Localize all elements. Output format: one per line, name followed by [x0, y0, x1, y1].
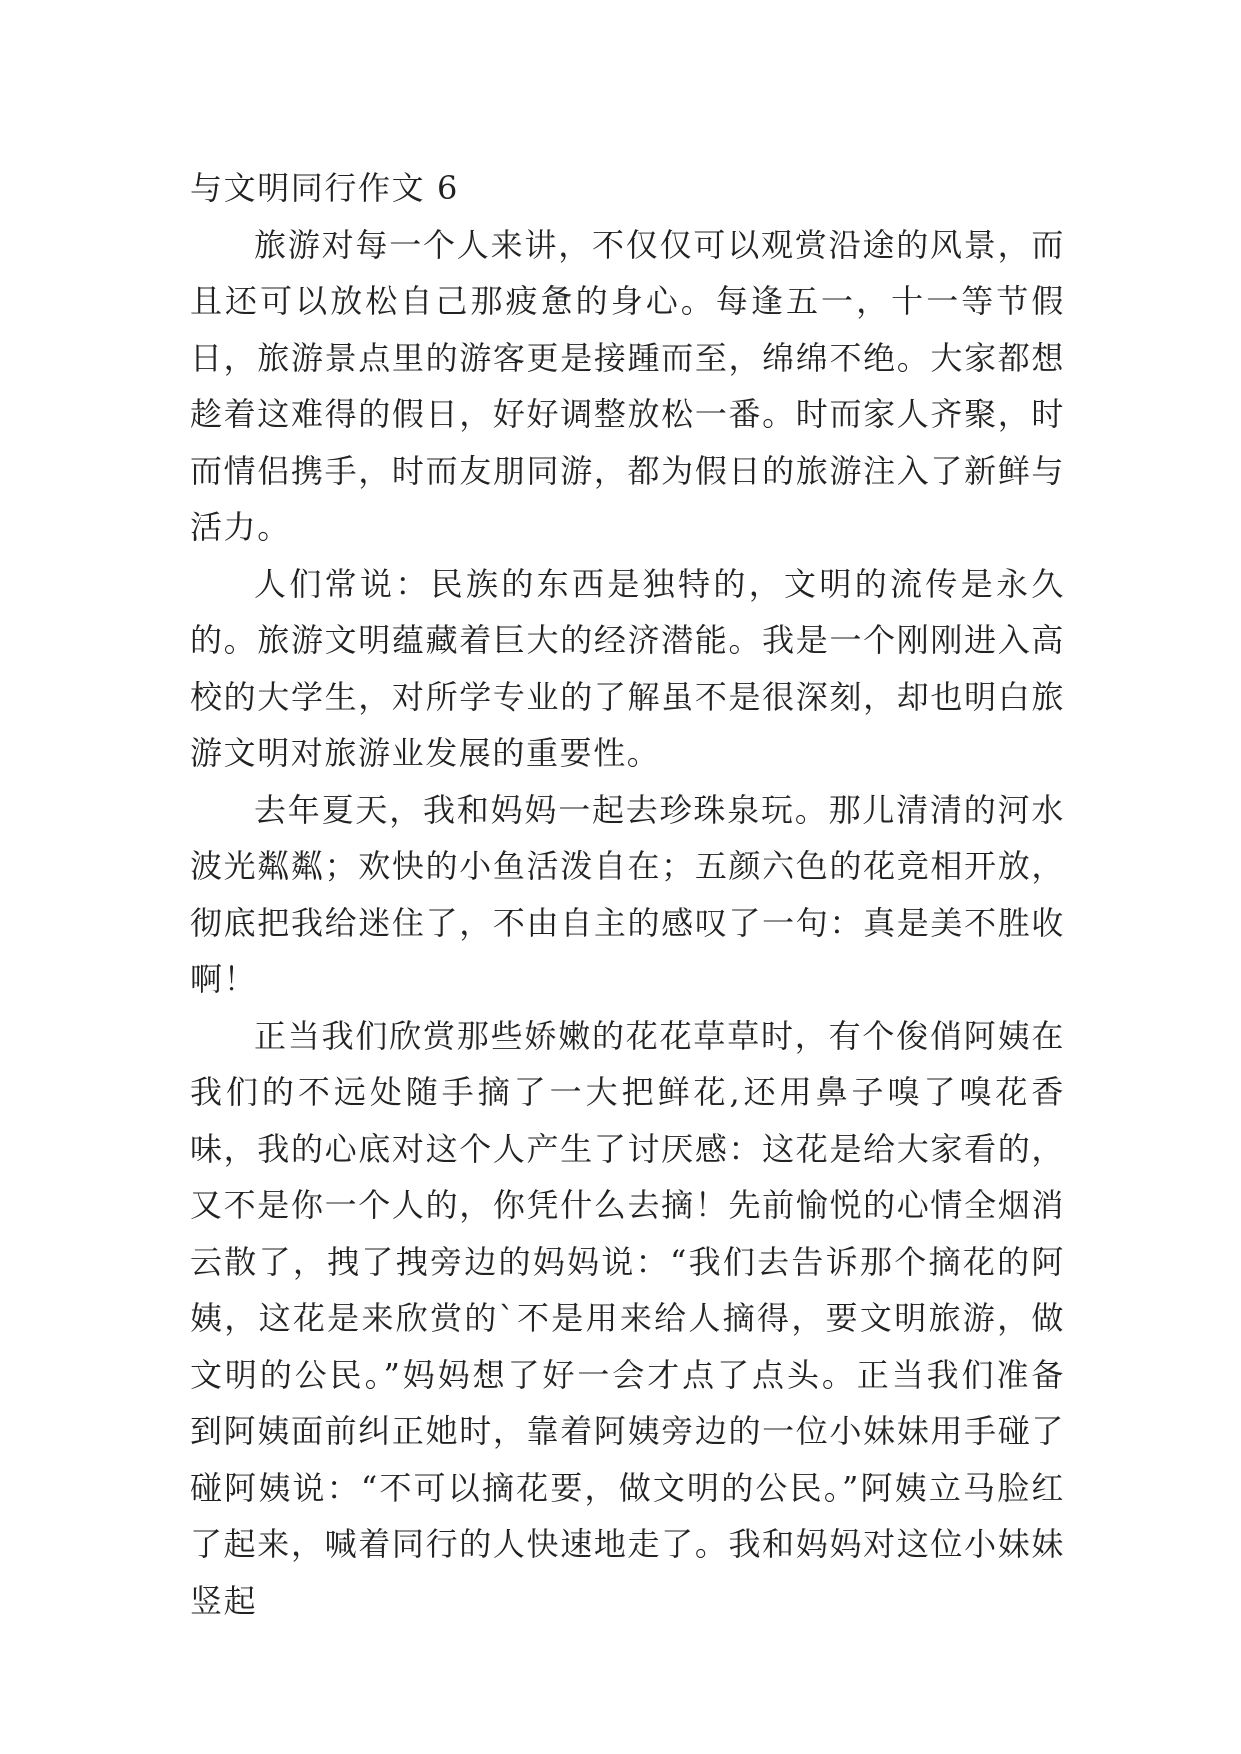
document-body: [190, 160, 1065, 1629]
paragraph-travel-civilization: 人们常说：民族的东西是独特的，文明的流传是永久的。旅游文明蕴藏着巨大的经济潜能。我是一个刚刚进入高校的大学生，对所学专业的了解虽不是很深刻，却也明白旅游文明对旅游业发展的重要性。: [190, 564, 1065, 772]
paragraph-summer-trip: 去年夏天，我和妈妈一起去珍珠泉玩。那儿清清的河水波光粼粼；欢快的小鱼活泼自在；五颜六色的花竞相开放，彻底把我给迷住了，不由自主的感叹了一句：真是美不胜收啊！: [190, 790, 1065, 998]
document-title: 与文明同行作文 6: [190, 169, 459, 207]
paragraph-travel-benefits: 旅游对每一个人来讲，不仅仅可以观赏沿途的风景，而且还可以放松自己那疲惫的身心。每逢五一，十一等节假日，旅游景点里的游客更是接踵而至，绵绵不绝。大家都想趁着这难得的假日，好好调整放松一番。时而家人齐聚，时而情侣携手，时而友朋同游，都为假日的旅游注入了新鲜与活力。: [190, 225, 1065, 546]
paragraph-flower-picking: 正当我们欣赏那些娇嫩的花花草草时，有个俊俏阿姨在我们的不远处随手摘了一大把鲜花,还用鼻子嗅了嗅花香味，我的心底对这个人产生了讨厌感：这花是给大家看的，又不是你一个人的，你凭什么去摘！先前愉悦的心情全烟消云散了，拽了拽旁边的妈妈说：“我们去告诉那个摘花的阿姨，这花是来欣赏的`不是用来给人摘得，要文明旅游，做文明的公民。”妈妈想了好一会才点了点头。正当我们准备到阿姨面前纠正她时，靠着阿姨旁边的一位小妹妹用手碰了碰阿姨说：“不可以摘花要，做文明的公民。”阿姨立马脸红了起来，喊着同行的人快速地走了。我和妈妈对这位小妹妹竖起: [190, 1016, 1065, 1620]
